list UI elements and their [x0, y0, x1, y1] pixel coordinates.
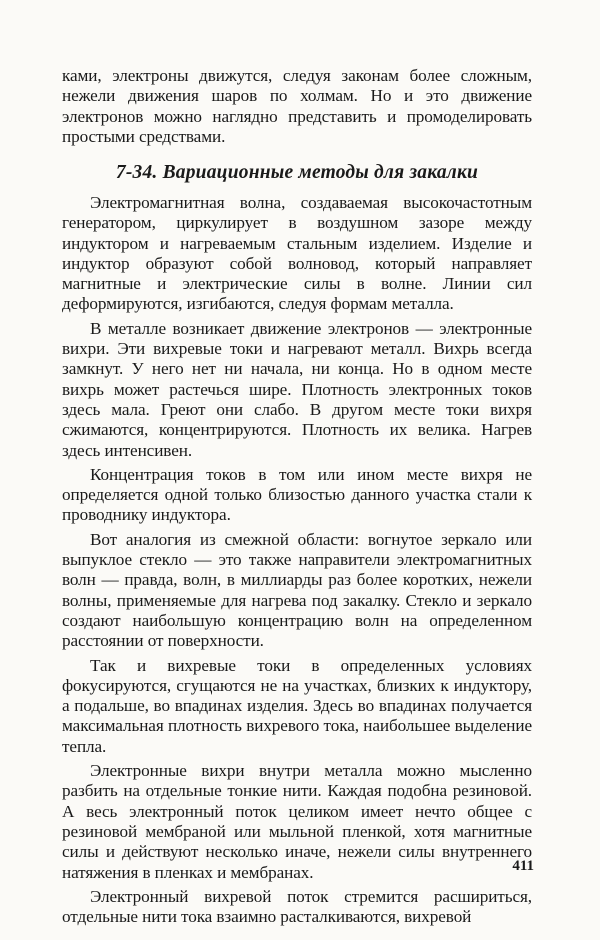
- intro-text: [62, 66, 532, 147]
- paragraph-4: Вот аналогия из смежной области: вогнутое зеркало или выпуклое стекло — это также направители электромагнитных волн — правда, волн, в миллиарды раз более коротких, нежели волны, применяемые для нагрева под закалку. Стекло и зеркало создают наибольшую концентрацию волн на определенном расстоянии от поверхности.: [62, 529, 532, 651]
- intro-paragraph: ками, электроны движутся, следуя законам более сложным, нежели движения шаров по холмам. Но и это движение электронов можно наглядно представить и промоделировать простыми средствами.: [62, 66, 532, 146]
- section-heading: 7-34. Вариационные методы для закалки: [115, 162, 479, 183]
- page-number: 411: [512, 858, 534, 874]
- paragraph-3: Концентрация токов в том или ином месте вихря не определяется одной только близостью данного участка стали к проводнику индуктора.: [62, 464, 532, 525]
- paragraph-6: Электронные вихри внутри металла можно мысленно разбить на отдельные тонкие нити. Каждая подобна резиновой. А весь электронный поток целиком имеет нечто общее с резиновой мембраной или мыльной пленкой, хотя магнитные силы и действуют несколько иначе, нежели силы внутреннего натяжения в пленках и мембранах.: [62, 761, 532, 882]
- paragraph-1: Электромагнитная волна, создаваемая высокочастотным генератором, циркулирует в воздушном зазоре между индуктором и нагреваемым стальным изделием. Изделие и индуктор образуют собой волновод, который направляет магнитные и электрические силы в волне. Линии сил деформируются, изгибаются, следуя формам металла.: [62, 193, 532, 314]
- section-body: [62, 193, 532, 931]
- paragraph-5: Так и вихревые токи в определенных условиях фокусируются, сгущаются не на участках, близких к индуктору, а подальше, во впадинах изделия. Здесь во впадинах получается максимальная плотность вихревого тока, наибольшее выделение тепла.: [62, 655, 532, 756]
- paragraph-7: Электронный вихревой поток стремится расшириться, отдельные нити тока взаимно расталкиваются, вихревой: [62, 886, 532, 927]
- paragraph-2: В металле возникает движение электронов — электронные вихри. Эти вихревые токи и нагревают металл. Вихрь всегда замкнут. У него нет ни начала, ни конца. Но в одном месте вихрь может растечься шире. Плотность электронных токов здесь мала. Греют они слабо. В другом месте токи вихря сжимаются, концентрируются. Плотность их велика. Нагрев здесь интенсивен.: [62, 318, 532, 460]
